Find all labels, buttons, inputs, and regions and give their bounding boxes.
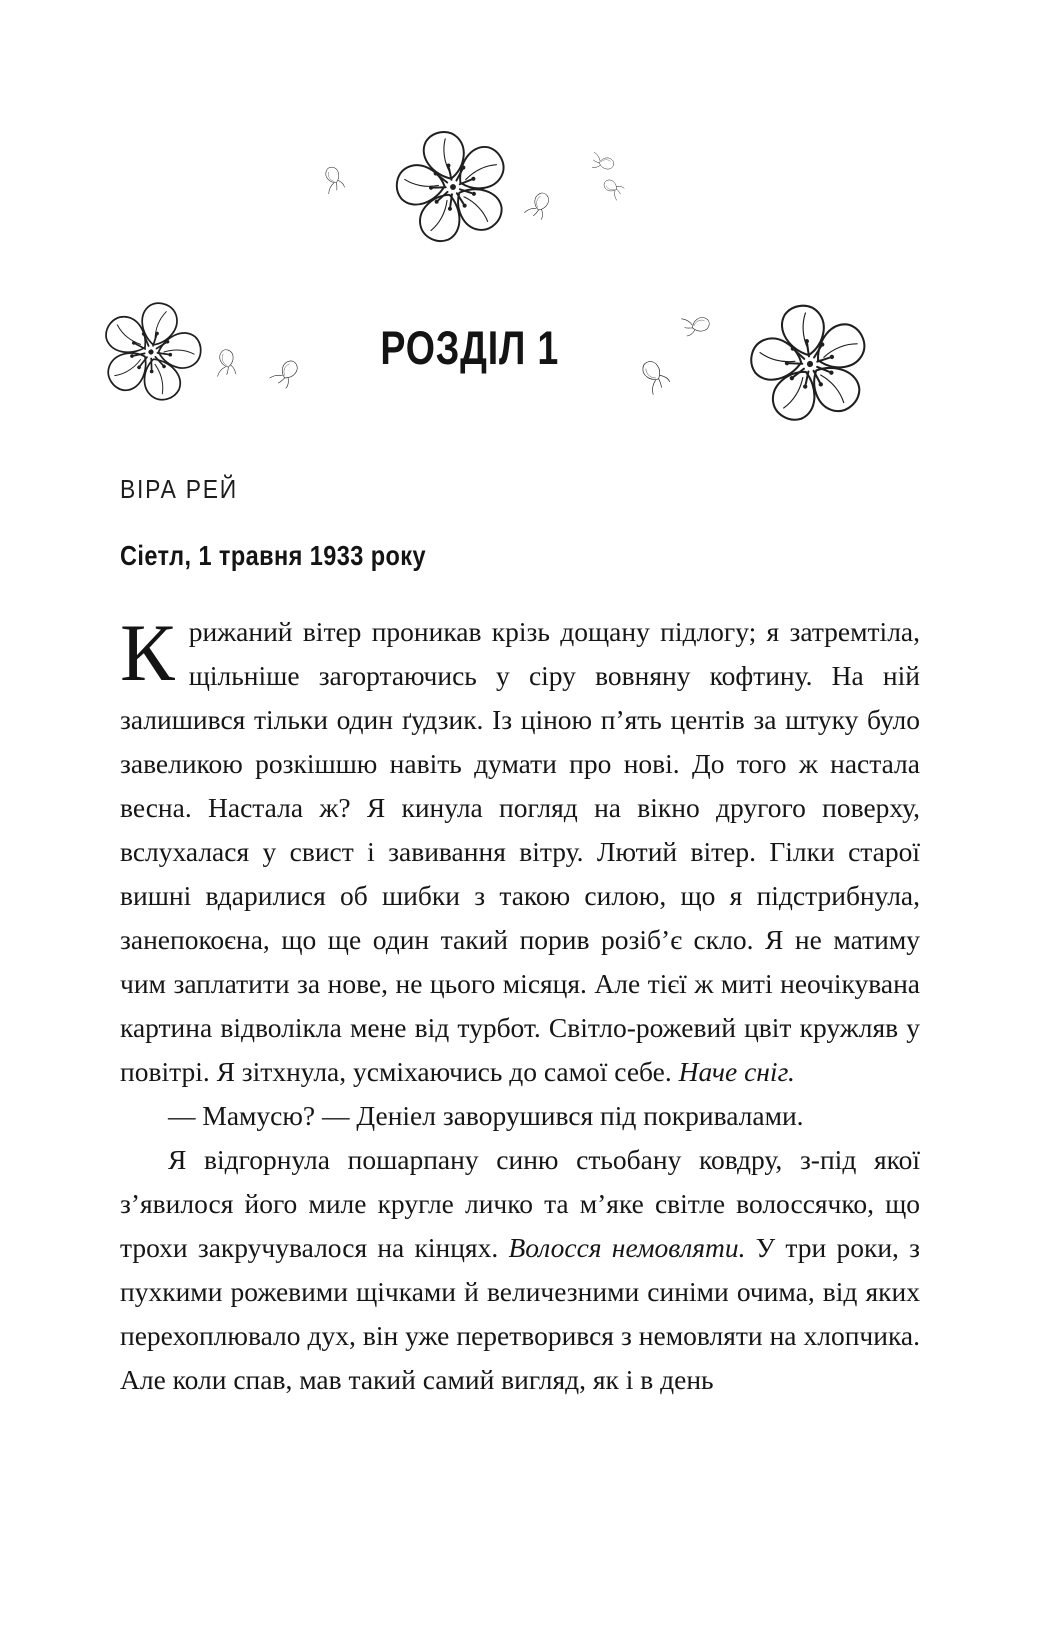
text-run: У три роки, з пухкими рожевими щічками й величезними синіми очима, від яких перехоплювало дух, він уже перетворився з немовляти на хлопчика. Але коли спав, мав такий самий вигляд, як і в день <box>120 1232 921 1395</box>
italic-text-run: Наче сніг. <box>678 1056 795 1087</box>
pov-character-name <box>120 474 254 505</box>
paragraph <box>120 1094 920 1138</box>
flower-bud-icon <box>309 152 354 197</box>
body-text <box>120 607 921 1402</box>
pov-name-text: ВІРА РЕЙ <box>120 474 239 504</box>
cherry-blossom-icon <box>381 115 526 260</box>
chapter-heading <box>0 320 940 375</box>
paragraph <box>120 1138 920 1402</box>
text-run: Я відгорнула пошарпану синю стьобану ковдру, з-під якої з’явилося його миле кругле личко та м’яке світле волоссячко, що трохи закручувалося на кінцях. <box>120 1144 920 1263</box>
dateline-text: Сіетл, 1 травня 1933 року <box>120 540 426 571</box>
text-run: — Мамусю? — Деніел заворушився під покривалами. <box>168 1100 804 1131</box>
dateline <box>120 540 484 572</box>
paragraph <box>120 607 920 1094</box>
text-run: рижаний вітер проникав крізь дощану підлогу; я затремтіла, щільніше загортаючись у сіру вовняну кофтину. На ній залишився тільки один ґудзик. Із ціною п’ять центів за штуку було завеликою розкішшю навіть думати про нові. До того ж настала весна. Настала ж? Я кинула погляд на вікно другого поверху, вслухалася у свист і завивання вітру. Лютий вітер. Гілки старої вишні вдарилися об шибки з такою силою, що я підстрибнула, занепокоєна, що ще один такий порив розіб’є скло. Я не матиму чим заплатити за нове, не цього місяця. Але тієї ж миті неочікувана картина відволікла мене від турбот. Світло-рожевий цвіт кружляв у повітрі. Я зітхнула, усміхаючись до самої себе. <box>120 616 920 1087</box>
chapter-title-text: РОЗДІЛ 1 <box>380 321 560 374</box>
drop-cap: К <box>120 607 175 698</box>
italic-text-run: Волосся немовляти. <box>508 1232 746 1263</box>
flower-bud-icon <box>518 178 564 224</box>
